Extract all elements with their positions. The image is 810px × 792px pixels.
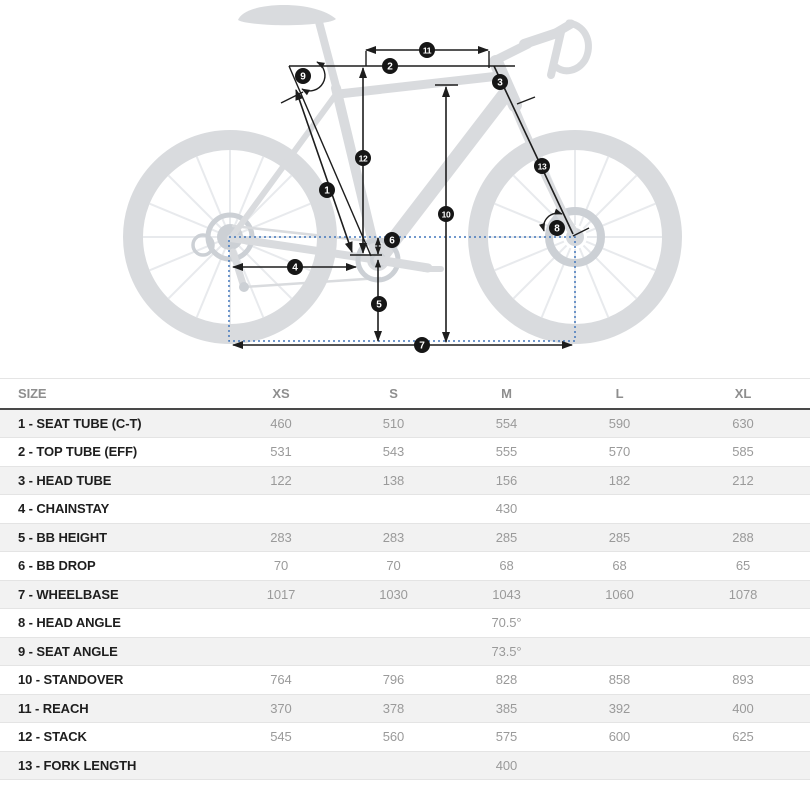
cell: 858 [608, 672, 631, 688]
svg-text:11: 11 [422, 45, 432, 56]
cell: 585 [732, 444, 754, 460]
row-label: 9 - SEAT ANGLE [18, 643, 118, 659]
svg-text:1: 1 [324, 185, 330, 197]
cell: 68 [499, 558, 514, 574]
marker-bb-drop [384, 232, 400, 248]
svg-text:12: 12 [358, 153, 368, 164]
cell [676, 609, 810, 638]
cell: 1030 [379, 586, 408, 602]
table-row-head-angle [0, 609, 810, 638]
col-header-xs: XS [225, 379, 337, 410]
cell: 68 [612, 558, 627, 574]
table-row-head-tube [0, 466, 810, 495]
marker-top-tube [382, 58, 398, 74]
seat-tube-tube [336, 88, 377, 259]
cell: 400 [732, 700, 754, 716]
geometry-svg [0, 0, 810, 378]
cell: 625 [732, 729, 754, 745]
cell: 510 [382, 416, 405, 431]
table-row-wheelbase [0, 580, 810, 609]
row-label: 3 - HEAD TUBE [18, 472, 112, 488]
table-row-bb-height [0, 523, 810, 552]
cell: 560 [382, 729, 405, 745]
cell [225, 495, 337, 524]
svg-text:7: 7 [419, 340, 425, 352]
table-row-standover [0, 666, 810, 695]
cell: 385 [495, 700, 518, 716]
cell: 543 [382, 444, 405, 460]
marker-seat-angle [295, 68, 311, 84]
cell: 138 [382, 472, 405, 488]
col-header-xl: XL [676, 379, 810, 410]
cell: 1017 [266, 586, 296, 602]
cell [563, 495, 676, 524]
row-label: 13 - FORK LENGTH [18, 757, 137, 773]
cell: 283 [382, 529, 405, 545]
row-label: 5 - BB HEIGHT [18, 529, 107, 545]
cell: 545 [270, 729, 292, 745]
svg-text:13: 13 [537, 161, 547, 172]
cell: 285 [608, 529, 631, 545]
svg-text:5: 5 [376, 299, 382, 311]
cell: 70.5° [491, 615, 522, 631]
cell [337, 637, 450, 666]
col-header-m: M [450, 379, 563, 410]
cell: 392 [608, 700, 631, 716]
row-label: 10 - STANDOVER [18, 672, 124, 688]
cell: 370 [270, 700, 292, 716]
cell: 575 [495, 729, 518, 745]
cell: 796 [382, 672, 405, 688]
marker-fork-length [534, 158, 550, 174]
col-header-size: SIZE [0, 379, 225, 410]
table-row-seat-angle [0, 637, 810, 666]
marker-chainstay [287, 259, 303, 275]
cell [676, 495, 810, 524]
marker-standover [438, 206, 454, 222]
cell: 70 [273, 558, 289, 574]
bike-geometry-diagram [0, 0, 810, 378]
row-label: 7 - WHEELBASE [18, 586, 119, 602]
table-row-seat-tube [0, 409, 810, 438]
cell: 378 [382, 700, 405, 716]
svg-text:8: 8 [554, 223, 560, 235]
svg-text:9: 9 [300, 71, 306, 83]
cell: 828 [495, 672, 518, 688]
row-label: 1 - SEAT TUBE (C-T) [18, 416, 142, 431]
row-label: 6 - BB DROP [18, 558, 96, 574]
cell [337, 609, 450, 638]
cell: 430 [495, 501, 518, 517]
table-row-fork-length [0, 751, 810, 780]
cell: 283 [270, 529, 292, 545]
marker-bb-height [371, 296, 387, 312]
row-label: 2 - TOP TUBE (EFF) [18, 444, 138, 460]
seatpost [319, 22, 337, 90]
marker-stack [355, 150, 371, 166]
cell: 400 [495, 757, 518, 773]
marker-head-angle [549, 220, 565, 236]
cell: 764 [270, 672, 292, 688]
marker-reach [419, 42, 435, 58]
cell [676, 751, 810, 780]
cell: 70 [386, 558, 401, 574]
saddle [238, 5, 336, 25]
cell: 554 [495, 416, 518, 431]
cell: 1043 [492, 586, 521, 602]
svg-text:2: 2 [387, 61, 393, 73]
col-header-s: S [337, 379, 450, 410]
svg-text:3: 3 [497, 77, 503, 89]
cell [563, 751, 676, 780]
row-label: 11 - REACH [18, 700, 89, 716]
cell: 156 [495, 472, 518, 488]
cell [676, 637, 810, 666]
table-row-reach [0, 694, 810, 723]
cell: 555 [495, 444, 518, 460]
bike-silhouette [133, 5, 672, 334]
col-header-l: L [563, 379, 676, 410]
marker-head-tube [492, 74, 508, 90]
cell: 590 [608, 416, 631, 431]
cell: 285 [495, 529, 518, 545]
cell: 212 [732, 472, 754, 488]
cell: 1060 [605, 586, 634, 602]
cell: 460 [270, 416, 292, 431]
cell [563, 637, 676, 666]
handlebar [496, 23, 588, 75]
cell [337, 751, 450, 780]
svg-text:10: 10 [441, 209, 451, 220]
cell: 893 [732, 672, 754, 688]
cell: 1078 [728, 586, 758, 602]
cell: 288 [732, 529, 754, 545]
svg-text:6: 6 [389, 235, 395, 247]
table-row-bb-drop [0, 552, 810, 581]
cell: 600 [608, 729, 631, 745]
cell [337, 495, 450, 524]
cell [225, 609, 337, 638]
cell [225, 637, 337, 666]
cell: 182 [608, 472, 631, 488]
table-row-top-tube [0, 438, 810, 467]
table-header-row [0, 379, 810, 410]
table-row-stack [0, 723, 810, 752]
marker-seat-tube [319, 182, 335, 198]
row-label: 4 - CHAINSTAY [18, 501, 110, 517]
cell [225, 751, 337, 780]
geometry-table [0, 378, 810, 780]
cell: 73.5° [491, 643, 522, 659]
cell: 122 [270, 472, 292, 488]
cell: 65 [735, 558, 751, 574]
marker-wheelbase [414, 337, 430, 353]
row-label: 12 - STACK [18, 729, 87, 745]
cell: 630 [732, 416, 754, 431]
svg-text:4: 4 [292, 262, 298, 274]
table-row-chainstay [0, 495, 810, 524]
cell: 570 [608, 444, 631, 460]
cell: 531 [270, 444, 292, 460]
cell [563, 609, 676, 638]
row-label: 8 - HEAD ANGLE [18, 615, 121, 631]
